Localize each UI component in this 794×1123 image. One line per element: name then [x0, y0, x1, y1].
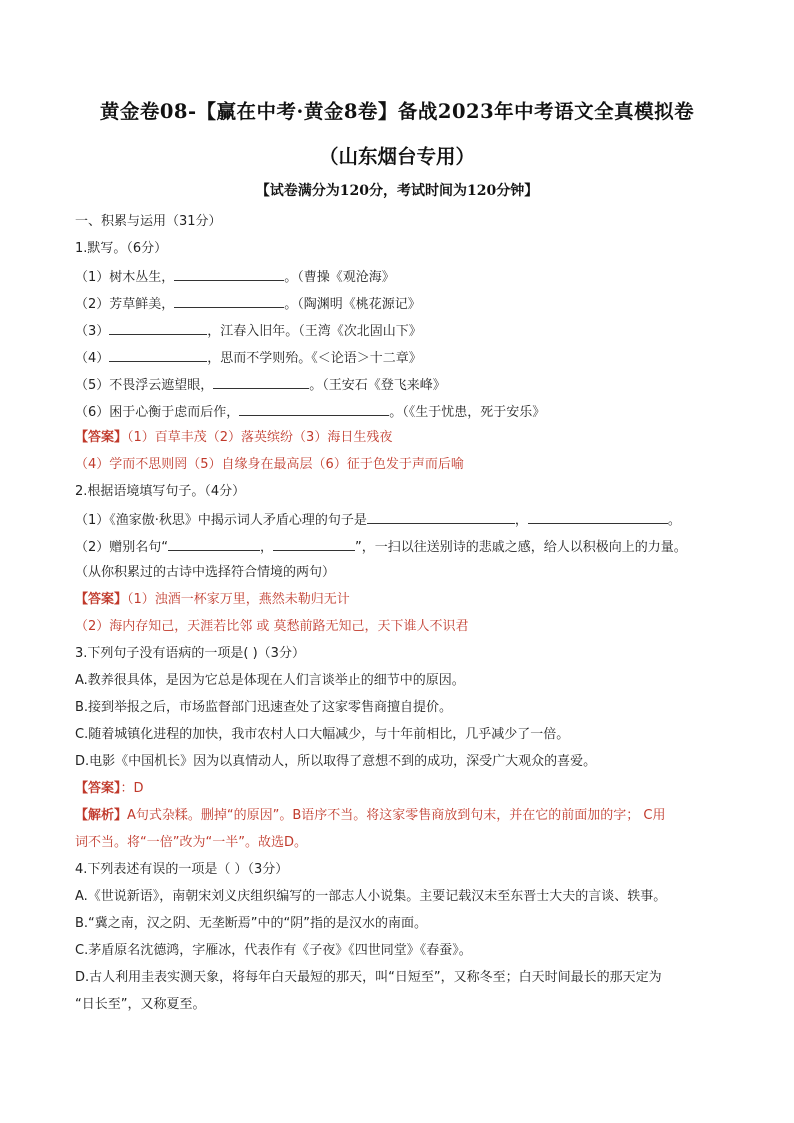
- q1-item-6: （6）困于心衡于虑而后作， 。（《生于忧患，死于安乐》: [75, 405, 546, 420]
- q2-item-1: （1）《渔家傲·秋思》中揭示词人矛盾心理的句子是 ， 。: [75, 513, 681, 528]
- answer-tag: 【答案】: [75, 592, 128, 607]
- q4-option-b: B.“冀之南，汉之阴、无垄断焉”中的“阴”指的是汉水的南面。: [75, 916, 427, 931]
- exam-subtitle: （山东烟台专用）: [318, 145, 475, 168]
- q4-option-d: D.古人利用圭表实测天象，将每年白天最短的那天，叫“日短至”，又称冬至；白天时间最长的那天定为: [75, 970, 662, 985]
- q3-answer: 【答案】：D: [75, 781, 144, 796]
- answer-blank: [174, 268, 284, 281]
- answer-tag: 【答案】: [75, 781, 121, 796]
- q2-answer-line2: （2）海内存知己，天涯若比邻 或 莫愁前路无知己，天下谁人不识君: [75, 619, 469, 634]
- q1-answer-line1: 【答案】（1）百草丰茂（2）落英缤纷（3）海日生残夜: [75, 430, 393, 445]
- analysis-tag: 【解析】: [75, 808, 128, 823]
- exam-info: 【试卷满分为120分，考试时间为120分钟】: [255, 183, 539, 199]
- q3-option-c: C.随着城镇化进程的加快，我市农村人口大幅减少，与十年前相比，几乎减少了一倍。: [75, 727, 570, 742]
- section-heading: 一、积累与运用（31分）: [75, 214, 222, 229]
- q2-note: （从你积累过的古诗中选择符合情境的两句）: [75, 565, 336, 580]
- answer-blank: [109, 322, 207, 335]
- q2-stem: 2.根据语境填写句子。（4分）: [75, 484, 246, 499]
- q3-analysis-line1: 【解析】A句式杂糅。删掉“的原因”。B语序不当。将这家零售商放到句末，并在它的前面加的字； C用: [75, 808, 666, 823]
- q1-item-4: （4） ，思而不学则殆。《＜论语＞十二章》: [75, 351, 422, 366]
- q3-stem: 3.下列句子没有语病的一项是( )（3分）: [75, 646, 305, 661]
- answer-blank: [109, 349, 207, 362]
- answer-blank: [273, 538, 355, 551]
- answer-blank: [528, 511, 668, 524]
- q4-option-c: C.茅盾原名沈德鸿，字雁冰，代表作有《子夜》《四世同堂》《春蚕》。: [75, 943, 472, 958]
- q4-option-a: A.《世说新语》，南朝宋刘义庆组织编写的一部志人小说集。主要记载汉末至东晋士大夫的言谈、轶事。: [75, 889, 667, 904]
- q3-option-a: A.教养很具体，是因为它总是体现在人们言谈举止的细节中的原因。: [75, 673, 465, 688]
- q1-item-2: （2）芳草鲜美， 。（陶渊明《桃花源记》: [75, 297, 421, 312]
- q1-answer-line2: （4）学而不思则罔（5）自缘身在最高层（6）征于色发于声而后喻: [75, 457, 464, 472]
- answer-blank: [239, 403, 389, 416]
- q1-item-1: （1）树木丛生， 。（曹操《观沧海》: [75, 270, 395, 285]
- q4-option-d-cont: “日长至”，又称夏至。: [75, 997, 206, 1012]
- q3-option-b: B.接到举报之后，市场监督部门迅速查处了这家零售商擅自提价。: [75, 700, 453, 715]
- q2-answer-line1: 【答案】（1）浊酒一杯家万里，燕然未勒归无计: [75, 592, 350, 607]
- answer-tag: 【答案】: [75, 430, 128, 445]
- answer-blank: [174, 295, 284, 308]
- q3-option-d: D.电影《中国机长》因为以真情动人，所以取得了意想不到的成功，深受广大观众的喜爱。: [75, 754, 597, 769]
- q1-stem: 1.默写。（6分）: [75, 241, 168, 256]
- q4-stem: 4.下列表述有误的一项是（ ）（3分）: [75, 862, 289, 877]
- q1-item-3: （3） ，江春入旧年。（王湾《次北固山下》: [75, 324, 422, 339]
- exam-title: 黄金卷08-【赢在中考·黄金8卷】备战2023年中考语文全真模拟卷: [99, 100, 695, 123]
- answer-blank: [213, 376, 309, 389]
- answer-blank: [168, 538, 260, 551]
- q3-analysis-line2: 词不当。将“一倍”改为“一半”。故选D。: [75, 835, 307, 850]
- q2-item-2: （2）赠别名句“ ， ”，一扫以往送别诗的悲戚之感，给人以积极向上的力量。: [75, 540, 687, 555]
- answer-blank: [367, 511, 515, 524]
- q1-item-5: （5）不畏浮云遮望眼， 。（王安石《登飞来峰》: [75, 378, 446, 393]
